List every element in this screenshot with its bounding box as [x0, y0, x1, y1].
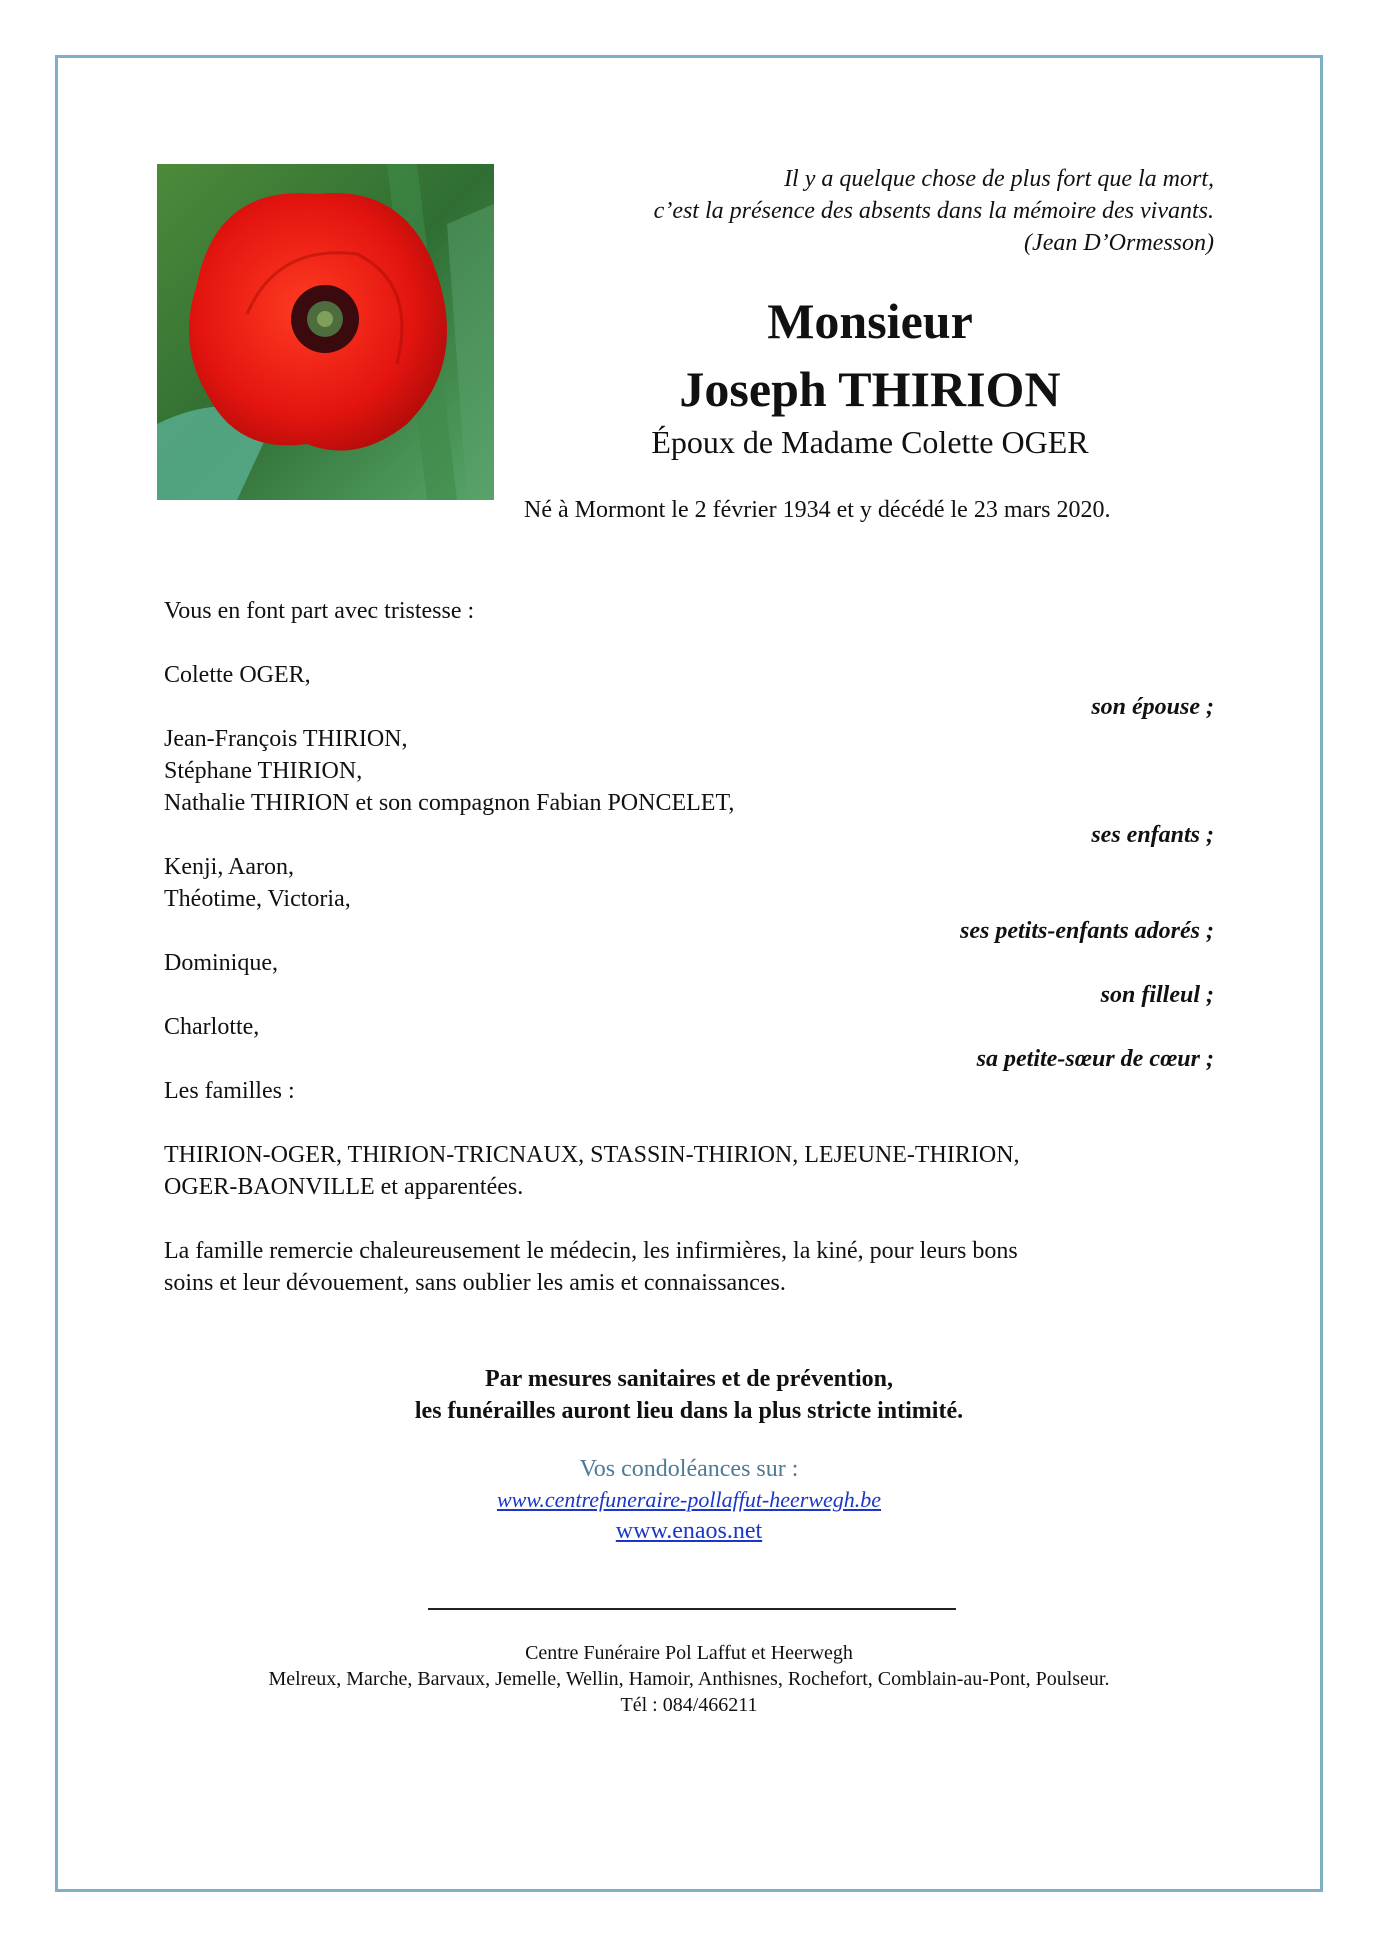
- deceased-title: Monsieur: [767, 293, 973, 349]
- sister-line: Charlotte,: [164, 1014, 260, 1040]
- quote-author: (Jean D’Ormesson): [1024, 230, 1214, 256]
- families-list: THIRION-OGER, THIRION-TRICNAUX, STASSIN-THIRION, LEJEUNE-THIRION,: [164, 1142, 1020, 1168]
- child-line: Stéphane THIRION,: [164, 758, 363, 784]
- godson-role: son filleul ;: [1100, 982, 1214, 1008]
- footer-locations: Melreux, Marche, Barvaux, Jemelle, Wellin, Hamoir, Anthisnes, Rochefort, Comblain-au-Pont, Poulseur.: [268, 1668, 1110, 1690]
- quote-line-2: c’est la présence des absents dans la mémoire des vivants.: [653, 198, 1214, 224]
- thanks-text: soins et leur dévouement, sans oublier les amis et connaissances.: [164, 1270, 786, 1296]
- quote-line-1: Il y a quelque chose de plus fort que la mort,: [784, 166, 1214, 192]
- birth-death-dates: Né à Mormont le 2 février 1934 et y décédé le 23 mars 2020.: [524, 497, 1111, 523]
- deceased-spouse: Époux de Madame Colette OGER: [651, 424, 1089, 460]
- godson-line: Dominique,: [164, 950, 278, 976]
- grandchildren-role: ses petits-enfants adorés ;: [960, 918, 1214, 944]
- sister-role: sa petite-sœur de cœur ;: [976, 1046, 1214, 1072]
- child-line: Jean-François THIRION,: [164, 726, 408, 752]
- deceased-name: Joseph THIRION: [679, 361, 1061, 417]
- families-label: Les familles :: [164, 1078, 295, 1104]
- quote: [454, 163, 1214, 259]
- divider: [428, 1608, 956, 1610]
- notice-line: Par mesures sanitaires et de prévention,: [485, 1366, 893, 1392]
- announce-text: Vous en font part avec tristesse :: [164, 598, 475, 624]
- grandchild-line: Théotime, Victoria,: [164, 886, 351, 912]
- footer-company: Centre Funéraire Pol Laffut et Heerwegh: [525, 1642, 853, 1664]
- child-line: Nathalie THIRION et son compagnon Fabian PONCELET,: [164, 790, 735, 816]
- thanks-text: La famille remercie chaleureusement le médecin, les infirmières, la kiné, pour leurs bons: [164, 1238, 1018, 1264]
- poppy-photo: [157, 164, 494, 500]
- condolences-label: Vos condoléances sur :: [579, 1456, 799, 1482]
- footer-phone: Tél : 084/466211: [620, 1694, 758, 1716]
- spouse-line: Colette OGER,: [164, 662, 311, 688]
- notice-line: les funérailles auront lieu dans la plus stricte intimité.: [414, 1398, 964, 1424]
- children-role: ses enfants ;: [1091, 822, 1214, 848]
- families-list: OGER-BAONVILLE et apparentées.: [164, 1174, 524, 1200]
- condolences-link-1[interactable]: www.centrefuneraire-pollaffut-heerwegh.be: [496, 1487, 882, 1512]
- spouse-role: son épouse ;: [1091, 694, 1214, 720]
- grandchild-line: Kenji, Aaron,: [164, 854, 294, 880]
- condolences-link-2[interactable]: www.enaos.net: [615, 1518, 763, 1544]
